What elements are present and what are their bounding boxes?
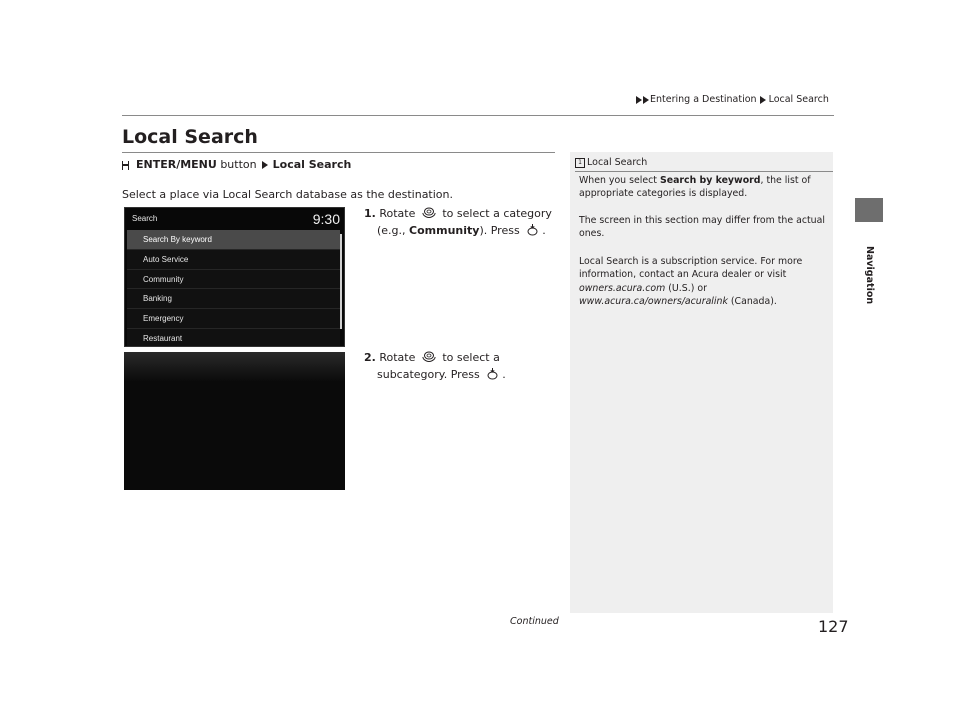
title-divider (122, 152, 555, 153)
link-owners-acura[interactable]: owners.acura.com (579, 282, 666, 294)
category-list-screen (124, 207, 345, 347)
screen-header-gradient (124, 352, 345, 382)
continued-label: Continued (510, 616, 559, 627)
note-paragraph-1 (579, 174, 829, 201)
step-1-number: 1. (364, 207, 376, 220)
menu-item-emergency[interactable]: Emergency (127, 309, 340, 329)
side-tab-label: Navigation (864, 246, 875, 305)
step-1-period: . (542, 224, 546, 237)
interface-dial-rotate-icon (422, 350, 436, 364)
page-number: 127 (818, 617, 849, 636)
menu-item-banking[interactable]: Banking (127, 289, 340, 309)
breadcrumb-arrow-icon (760, 96, 766, 104)
note-p3-text-end: (Canada). (727, 295, 777, 307)
note-paragraph-3 (579, 255, 829, 308)
side-tab-marker (855, 198, 883, 222)
step-1-press: ). Press (479, 224, 520, 237)
screen-title: Search (132, 214, 158, 223)
menu-item-auto-service[interactable]: Auto Service (127, 250, 340, 270)
scrollbar[interactable] (340, 234, 342, 329)
step-2-period: . (502, 368, 506, 381)
step-1-eg: (e.g., (377, 224, 406, 237)
note-divider (575, 171, 833, 172)
step-1-text: to select a category (442, 207, 552, 220)
step-2 (364, 349, 506, 383)
category-menu (127, 230, 340, 347)
header-divider (122, 115, 834, 116)
step-2-text: to select a (442, 351, 500, 364)
subcategory-screen (124, 352, 345, 490)
link-acura-ca[interactable]: www.acura.ca/owners/acuralink (579, 295, 728, 307)
intro-text: Select a place via Local Search database as the destination. (122, 188, 453, 201)
path-target: Local Search (272, 158, 352, 171)
breadcrumb-arrow-icon (643, 96, 649, 104)
step-1 (364, 205, 552, 239)
note-p3-text: Local Search is a subscription service. For more information, contact an Acura dealer or visit (579, 256, 803, 281)
breadcrumb-part-2[interactable]: Local Search (768, 94, 829, 105)
breadcrumb-arrow-icon (636, 96, 642, 104)
note-p1-bold: Search by keyword (659, 175, 761, 186)
screen-clock: 9:30 (312, 211, 340, 227)
page-title: Local Search (122, 126, 258, 148)
home-button-icon (122, 161, 129, 170)
step-2-number: 2. (364, 351, 376, 364)
menu-item-restaurant[interactable]: Restaurant (127, 329, 340, 347)
note-p3-text-mid: (U.S.) or (665, 282, 707, 294)
interface-dial-press-icon (486, 367, 499, 381)
path-arrow-icon (262, 161, 268, 169)
interface-dial-press-icon (526, 223, 539, 237)
note-p1-text-end: , the list of appropriate categories is displayed. (579, 175, 811, 200)
menu-path (122, 158, 351, 171)
step-2-rotate: Rotate (379, 351, 416, 364)
note-reference-icon: 1 (575, 158, 585, 168)
button-word: button (220, 158, 257, 171)
note-heading (575, 157, 647, 168)
menu-item-community[interactable]: Community (127, 270, 340, 290)
breadcrumb (636, 94, 829, 105)
enter-menu-button-name: ENTER/MENU (136, 158, 217, 171)
step-1-rotate: Rotate (379, 207, 416, 220)
step-2-press: subcategory. Press (377, 368, 480, 381)
note-p1-text: When you select (579, 175, 660, 186)
note-paragraph-2: The screen in this section may differ from the actual ones. (579, 215, 825, 240)
interface-dial-rotate-icon (422, 206, 436, 220)
step-1-example: Community (409, 224, 480, 237)
note-heading-text: Local Search (587, 157, 648, 168)
menu-item-search-by-keyword[interactable]: Search By keyword (127, 230, 340, 250)
breadcrumb-part-1[interactable]: Entering a Destination (650, 94, 757, 105)
